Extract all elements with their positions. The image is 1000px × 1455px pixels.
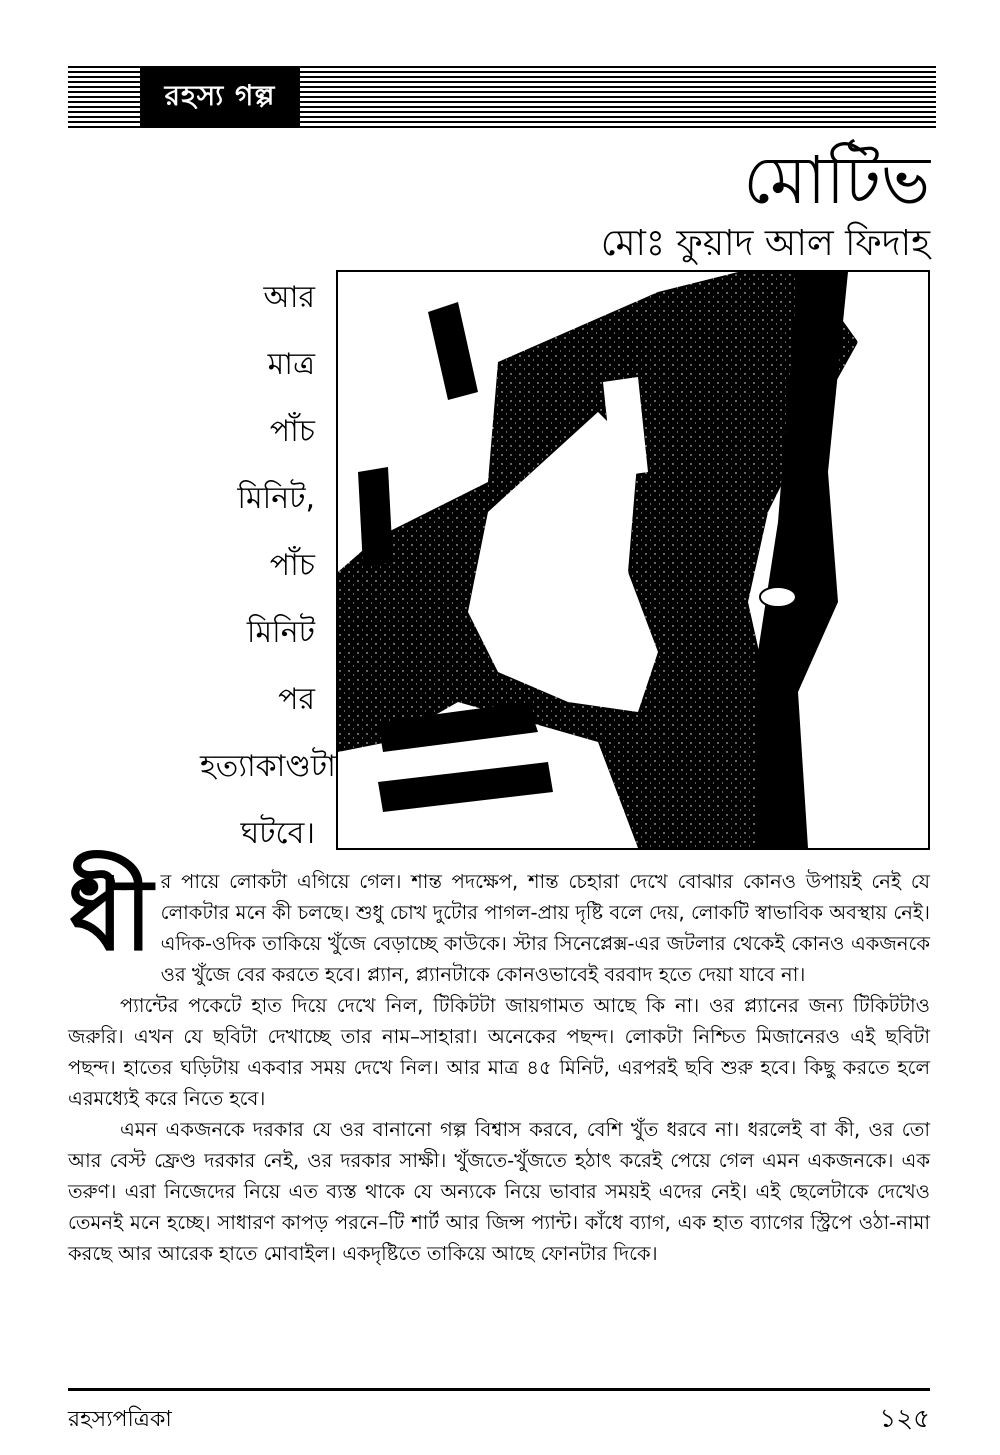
story-title: মোটিভ xyxy=(743,142,930,219)
pull-quote-line: মিনিট xyxy=(246,615,315,650)
illustration-artwork xyxy=(338,272,928,848)
footer-rule xyxy=(68,1388,930,1391)
paragraph: এমন একজনকে দরকার যে ওর বানানো গল্প বিশ্বাস করবে, বেশি খুঁত ধরবে না। ধরলেই বা কী, ওর তো আর বেস্ট ফ্রেণ্ড দরকার নেই, ওর দরকার সাক্ষী। খুঁজতে-খুঁজতে হঠাৎ করেই পেয়ে গেল এমন একজনকে। এক তরুণ। এরা নিজেদের নিয়ে এত ব্যস্ত থাকে যে অন্যকে নিয়ে ভাবার সময়ই এদের নেই। এই ছেলেটাকে দেখেও তেমনই মনে হচ্ছে। সাধারণ কাপড় পরনে–টি শার্ট আর জিন্স প্যান্ট। কাঁধে ব্যাগ, এক হাত ব্যাগের স্ট্রিপে ওঠা-নামা করছে আর আরেক হাতে মোবাইল। একদৃষ্টিতে তাকিয়ে আছে ফোনটার দিকে। xyxy=(68,1118,930,1265)
page-number: ১২৫ xyxy=(879,1404,930,1434)
pull-quote-line: পাঁচ xyxy=(269,548,315,583)
dark-bar xyxy=(378,762,553,812)
white-block xyxy=(878,712,928,752)
dark-bar-top xyxy=(428,302,478,400)
pull-quote-line: পর xyxy=(278,682,315,717)
bullet-hole-mark xyxy=(760,587,796,607)
white-block xyxy=(878,772,928,812)
white-block xyxy=(878,652,928,692)
story-illustration xyxy=(336,270,930,850)
drop-cap: ধী xyxy=(68,856,153,973)
pull-quote-line: মিনিট, xyxy=(237,481,315,516)
paragraph xyxy=(68,856,930,990)
paragraph-text: র পায়ে লোকটা এগিয়ে গেল। শান্ত পদক্ষেপ, শান্ত চেহারা দেখে বোঝার কোনও উপায়ই নেই যে লোকটার মনে কী চলছে। শুধু চোখ দুটোর পাগল-প্রায় দৃষ্টি বলে দেয়, লোকটি স্বাভাবিক অবস্থায় নেই। এদিক-ওদিক তাকিয়ে খুঁজে বেড়াচ্ছে কাউকে। স্টার সিনেপ্লেক্স-এর জটলার থেকেই কোনও একজনকে ওর খুঁজে বের করতে হবে। প্ল্যান, প্ল্যানটাকে কোনওভাবেই বরবাদ হতে দেয়া যাবে না। xyxy=(160,870,930,986)
dark-pole xyxy=(358,467,393,567)
paragraph: প্যান্টের পকেটে হাত দিয়ে দেখে নিল, টিকিটটা জায়গামত আছে কি না। ওর প্ল্যানের জন্য টিকিটটাও জরুরি। এখন যে ছবিটা দেখাচ্ছে তার নাম–সাহারা। অনেকের পছন্দ। লোকটা নিশ্চিত মিজানেরও এই ছবিটা পছন্দ। হাতের ঘড়িটায় একবার সময় দেখে নিল। আর মাত্র ৪৫ মিনিট, এরপরই ছবি শুরু হবে। কিছু করতে হলে এরমধ্যেই করে নিতে হবে। xyxy=(68,994,930,1110)
pull-quote-line: আর xyxy=(263,280,315,315)
magazine-name: রহস্যপত্রিকা xyxy=(68,1407,172,1432)
author-byline: মোঃ ফুয়াদ আল ফিদাহ xyxy=(600,223,930,264)
article-body xyxy=(68,856,930,1269)
pull-quote-line: মাত্র xyxy=(267,347,315,382)
pull-quote-line: ঘটবে। xyxy=(240,816,315,851)
pull-quote xyxy=(200,264,336,867)
section-label: রহস্য গল্প xyxy=(140,66,300,128)
pull-quote-line: পাঁচ xyxy=(269,414,315,449)
pull-quote-line: হত্যাকাণ্ডটা xyxy=(200,749,336,784)
